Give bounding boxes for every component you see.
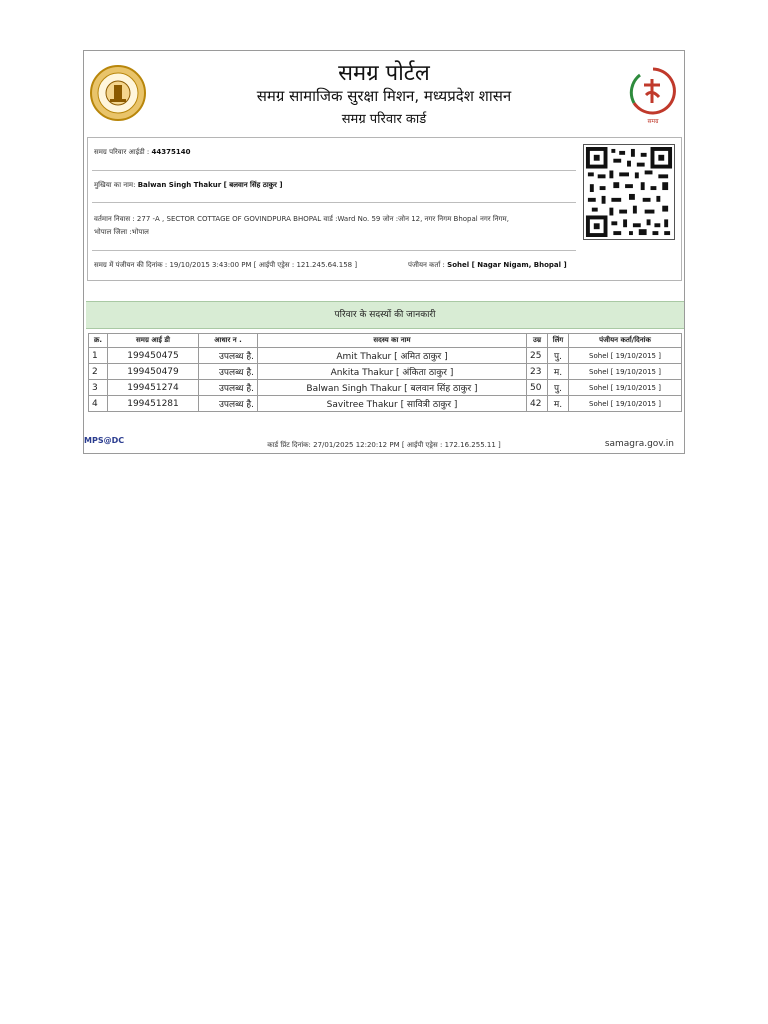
portal-title: समग्र पोर्टल xyxy=(338,61,430,86)
registered-by-row xyxy=(408,261,567,270)
cell-samagra-id: 199451274 xyxy=(108,380,199,396)
cell-registration: Sohel [ 19/10/2015 ] xyxy=(569,396,682,412)
samagra-family-card xyxy=(83,50,685,454)
col-gender: लिंग xyxy=(548,334,569,348)
col-age: उम्र xyxy=(527,334,548,348)
card-name: समग्र परिवार कार्ड xyxy=(341,112,427,127)
family-members-section-title: परिवार के सदस्यों की जानकारी xyxy=(86,301,684,329)
cell-registration: Sohel [ 19/10/2015 ] xyxy=(569,364,682,380)
cell-aadhaar: उपलब्ध है. xyxy=(199,364,258,380)
cell-samagra-id: 199451281 xyxy=(108,396,199,412)
divider xyxy=(92,250,576,251)
cell-aadhaar: उपलब्ध है. xyxy=(199,380,258,396)
cell-gender: पु. xyxy=(548,380,569,396)
registered-by-label: पंजीयन कर्ता : xyxy=(408,261,445,269)
cell-registration: Sohel [ 19/10/2015 ] xyxy=(569,380,682,396)
col-sno: क्र. xyxy=(89,334,108,348)
samagra-logo-text: समग्र xyxy=(647,118,659,125)
col-member-name: सदस्य का नाम xyxy=(258,334,527,348)
cell-gender: पु. xyxy=(548,348,569,364)
divider xyxy=(92,170,576,171)
cell-sno: 3 xyxy=(89,380,108,396)
family-info-box xyxy=(87,137,682,281)
table-row xyxy=(89,348,682,364)
table-header-row xyxy=(89,334,682,348)
mission-subtitle: समग्र सामाजिक सुरक्षा मिशन, मध्यप्रदेश शासन xyxy=(256,87,512,105)
cell-gender: म. xyxy=(548,396,569,412)
registered-by-value: Sohel [ Nagar Nigam, Bhopal ] xyxy=(447,261,567,269)
cell-gender: म. xyxy=(548,364,569,380)
family-id-value: 44375140 xyxy=(151,148,191,156)
cell-age: 50 xyxy=(527,380,548,396)
cell-aadhaar: उपलब्ध है. xyxy=(199,348,258,364)
address-line-2: भोपाल जिला :भोपाल xyxy=(94,228,149,236)
cell-samagra-id: 199450475 xyxy=(108,348,199,364)
cell-member-name: Balwan Singh Thakur [ बलवान सिंह ठाकुर ] xyxy=(258,380,527,396)
cell-sno: 2 xyxy=(89,364,108,380)
address-row xyxy=(94,213,509,239)
cell-sno: 4 xyxy=(89,396,108,412)
cell-aadhaar: उपलब्ध है. xyxy=(199,396,258,412)
print-info: कार्ड प्रिंट दिनांक: 27/01/2025 12:20:12 PM [ आईपी एड्रेस : 172.16.255.11 ] xyxy=(267,441,501,449)
col-registration: पंजीयन कर्ता/दिनांक xyxy=(569,334,682,348)
cell-age: 23 xyxy=(527,364,548,380)
mpsedc-logo: MPS@DC xyxy=(84,436,125,445)
cell-member-name: Savitree Thakur [ सावित्री ठाकुर ] xyxy=(258,396,527,412)
col-aadhaar: आधार न . xyxy=(199,334,258,348)
cell-member-name: Amit Thakur [ अमित ठाकुर ] xyxy=(258,348,527,364)
registration-row xyxy=(94,261,357,270)
samagra-logo-icon xyxy=(626,65,680,115)
col-samagra-id: समग्र आई डी xyxy=(108,334,199,348)
table-row xyxy=(89,380,682,396)
head-name: Balwan Singh Thakur [ बलवान सिंह ठाकुर ] xyxy=(137,181,283,189)
head-label: मुखिया का नाम: xyxy=(94,181,136,189)
qr-code-icon xyxy=(583,144,675,240)
head-row xyxy=(94,181,283,190)
family-members-table xyxy=(88,333,682,412)
registration-info: समग्र में पंजीयन की दिनांक : 19/10/2015 3:43:00 PM [ आईपी एड्रेस : 121.245.64.158 ] xyxy=(94,261,358,269)
cell-samagra-id: 199450479 xyxy=(108,364,199,380)
cell-age: 25 xyxy=(527,348,548,364)
table-row xyxy=(89,396,682,412)
family-id-row xyxy=(94,148,190,157)
samagra-logo xyxy=(626,65,680,125)
cell-member-name: Ankita Thakur [ अंकिता ठाकुर ] xyxy=(258,364,527,380)
cell-registration: Sohel [ 19/10/2015 ] xyxy=(569,348,682,364)
table-row xyxy=(89,364,682,380)
family-id-label: समग्र परिवार आईडी : xyxy=(94,148,150,156)
cell-sno: 1 xyxy=(89,348,108,364)
divider xyxy=(92,202,576,203)
website-link[interactable]: samagra.gov.in xyxy=(604,439,674,449)
address-line-1: वर्तमान निवास : 277 -A , SECTOR COTTAGE OF GOVINDPURA BHOPAL वार्ड :Ward No. 59 जोन :जोन 12, नगर निगम Bhopal नगर निगम, xyxy=(94,215,509,223)
cell-age: 42 xyxy=(527,396,548,412)
